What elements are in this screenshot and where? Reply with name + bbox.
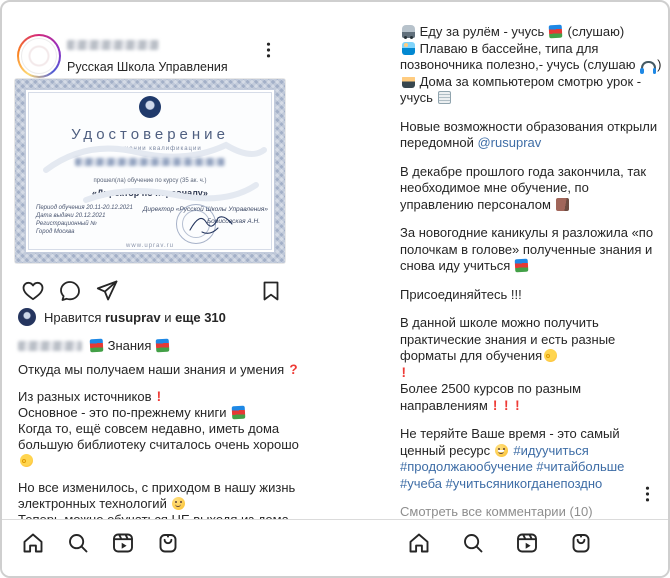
text-line: Когда то, ещё совсем недавно, иметь дома большую библиотеку считалось очень хорошо [18, 421, 306, 469]
right-paragraph-3 [400, 164, 664, 214]
certificate-website: www.uprav.ru [126, 243, 174, 249]
likes-prefix: Нравится [44, 309, 102, 325]
nav-search-icon[interactable] [66, 531, 90, 555]
nav-home-icon[interactable] [407, 531, 431, 555]
text-line: Еду за рулём - учусь (слушаю) [400, 24, 664, 41]
likes-count[interactable]: еще 310 [175, 309, 226, 325]
certificate-detail-line: Город Москва [36, 229, 75, 235]
books-emoji [515, 259, 529, 273]
liker-username[interactable]: rusuprav [105, 309, 161, 325]
share-plane-icon[interactable] [95, 279, 119, 303]
account-display-name[interactable]: Русская Школа Управления [67, 60, 228, 74]
text-line: Присоединяйтесь !!! [400, 286, 522, 302]
certificate-border [15, 79, 285, 263]
mention-link[interactable]: @rusuprav [477, 135, 542, 150]
ok-emoji [544, 349, 557, 362]
grin-emoji [495, 444, 508, 457]
right-paragraph-5 [400, 287, 664, 304]
post-image-certificate[interactable] [15, 79, 285, 263]
nav-home-icon[interactable] [21, 531, 45, 555]
left-paragraph-2 [18, 389, 306, 469]
q-emoji: ? [289, 362, 298, 377]
book2-emoji [556, 198, 569, 211]
likes-row [18, 308, 226, 326]
nav-search-icon[interactable] [461, 531, 485, 555]
text-line [400, 365, 664, 382]
liker-avatar[interactable] [18, 308, 36, 326]
text-line: Но все изменилось, с приходом в нашу жизнь электронных технологий [18, 480, 296, 511]
certificate-course-line: прошел(ла) обучение по курсу (35 ак. ч.) [93, 178, 207, 184]
comment-bubble-icon[interactable] [58, 279, 82, 303]
text-line: За новогодние каникулы я разложила «по полочкам в голове» полученные знания и снова иду учиться [400, 225, 654, 273]
avatar-image [21, 38, 57, 74]
certificate-detail-line: Период обучения 20.11-20.12.2021 [36, 205, 133, 211]
header-text [67, 37, 228, 74]
nav-reels-icon[interactable] [111, 531, 135, 555]
likes-mid: и [164, 309, 172, 325]
like-heart-icon[interactable] [21, 279, 45, 303]
caption-text-right [400, 24, 664, 492]
school-logo [139, 96, 161, 118]
bottom-nav-right [407, 531, 593, 555]
bottom-navigation-bar [2, 519, 668, 578]
books-emoji [231, 406, 245, 420]
caption-lead-text: Знания [88, 338, 171, 353]
right-paragraph-1 [400, 24, 664, 107]
ex-emoji: ! [492, 397, 498, 413]
wink-emoji [172, 497, 185, 510]
certificate-course-name: «Директор по персоналу» [92, 188, 208, 198]
profile-avatar[interactable] [17, 34, 61, 78]
right-paragraph-4 [400, 225, 664, 275]
likes-text[interactable] [44, 310, 226, 325]
text-line: Дома за компьютером смотрю урок - учусь [400, 73, 642, 105]
swim-emoji [402, 42, 415, 55]
text-line: В данной школе можно получить практические знания и есть разные форматы для обучения [400, 315, 616, 363]
text-segment: Новые возможности образования открыли передомной [400, 118, 658, 150]
certificate-detail-line: Дата выдачи 20.12.2021 [36, 213, 106, 219]
director-name: Борисовская А.Н. [206, 218, 260, 225]
caption-username-redacted[interactable] [18, 341, 82, 351]
view-all-comments-link[interactable]: Смотреть все комментарии (10) [400, 504, 593, 519]
director-signature [188, 210, 234, 238]
certificate-title: Удостоверение [71, 126, 229, 143]
story-ring-gap [19, 36, 59, 76]
ex-emoji: ! [401, 364, 406, 380]
nav-shop-icon[interactable] [156, 531, 180, 555]
text-line: Плаваю в бассейне, типа для позвоночника полезно,- учусь (слушаю ) [400, 40, 662, 72]
post-panel [2, 2, 337, 518]
username-redacted[interactable] [67, 40, 159, 50]
right-paragraph-7 [400, 426, 664, 492]
caption-panel [400, 24, 664, 562]
text-line: Откуда мы получаем наши знания и умения ? [18, 362, 298, 377]
certificate-detail-line: Регистрационный № [36, 221, 97, 227]
post-more-options-icon[interactable] [264, 39, 273, 61]
text-line: Из разных источников ! [18, 389, 162, 404]
bottom-nav-left [21, 531, 180, 555]
caption-lead-row [18, 338, 171, 353]
books-emoji [89, 339, 103, 353]
certificate-name-redacted [75, 158, 225, 166]
nav-shop-icon[interactable] [569, 531, 593, 555]
ok-emoji [20, 454, 33, 467]
bookmark-icon[interactable] [259, 279, 283, 303]
ex-emoji: ! [156, 389, 162, 404]
director-line: Директор «Русской Школы Управления» [142, 206, 268, 213]
text-line: Более 2500 курсов по разным направлениям ! ! ! [400, 381, 582, 413]
certificate-details [36, 204, 133, 236]
nav-reels-icon[interactable] [515, 531, 539, 555]
text-line: Основное - это по-прежнему книги [18, 405, 306, 421]
hashtag-links[interactable]: #идуучиться #продолжаюобучение #читайбольше #учеба #учитьсяникогданепоздно [400, 442, 625, 491]
post-action-bar [15, 279, 285, 303]
head-emoji [641, 61, 656, 71]
books-emoji [156, 339, 170, 353]
ex-emoji: ! [504, 397, 509, 413]
memo-emoji [438, 91, 451, 104]
text-segment: Не теряйте Ваше время - это самый ценный ресурс [400, 426, 620, 458]
car-emoji [402, 25, 415, 38]
text-line: В декабре прошлого года закончила, так необходимое мне обучение, по управлению персоналом [400, 163, 647, 212]
certificate-subtitle: о повышении квалификации [98, 146, 202, 152]
ex-emoji: ! [515, 397, 520, 413]
dev-emoji [402, 75, 415, 88]
right-paragraph-6 [400, 315, 664, 414]
books-emoji [549, 25, 563, 39]
left-paragraph-1 [18, 362, 306, 378]
post-header [17, 34, 317, 79]
right-paragraph-2 [400, 119, 664, 152]
certificate-body [25, 89, 275, 253]
caption-more-options-icon[interactable] [643, 483, 652, 505]
